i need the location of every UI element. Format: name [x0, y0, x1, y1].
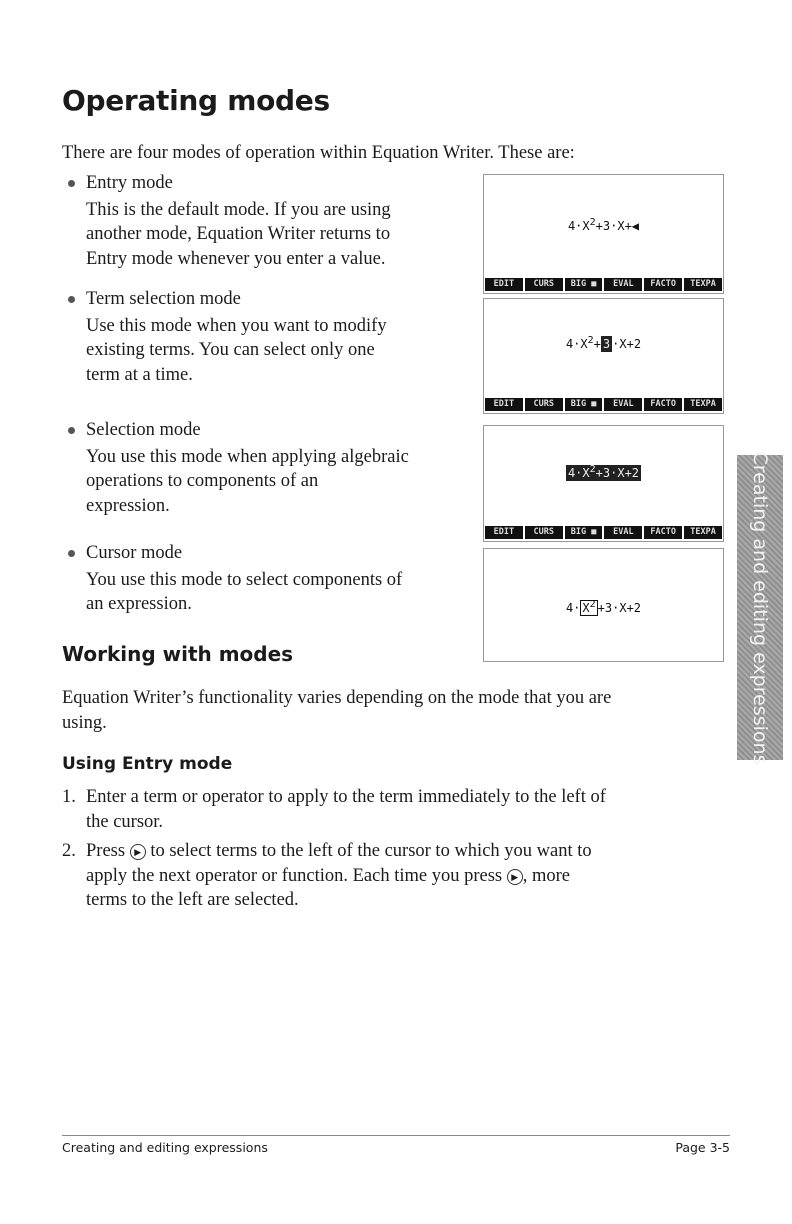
screen-term-selection-mode — [483, 298, 724, 414]
soft-menu — [485, 398, 722, 411]
soft-menu — [485, 526, 722, 539]
expression: $4\cdot X^2 +3\cdot X+2$ — [565, 599, 642, 615]
mode-desc — [86, 314, 387, 388]
step-2 — [62, 839, 592, 913]
right-arrow-key-icon: ▶ — [507, 869, 523, 885]
mode-name: Cursor mode — [86, 543, 183, 563]
menu-key: TEXPA — [684, 278, 722, 291]
side-tab-label: Creating and editing expressions — [749, 451, 771, 764]
desc-line: expression. — [86, 495, 170, 516]
text-line: Enter a term or operator to apply to the term immediately to the left of — [86, 787, 606, 807]
desc-line: operations to components of an — [86, 471, 319, 491]
menu-key: EDIT — [485, 398, 523, 411]
menu-key: EDIT — [485, 526, 523, 539]
page-title: Operating modes — [62, 84, 330, 117]
text-line: Equation Writer’s functionality varies depending on the mode that you are — [62, 688, 612, 708]
desc-line: an expression. — [86, 594, 192, 614]
desc-line: You use this mode to select components of — [86, 569, 403, 590]
text-line: terms to the left are selected. — [86, 890, 299, 910]
desc-line: This is the default mode. If you are using — [86, 199, 391, 220]
menu-key: EDIT — [485, 278, 523, 291]
desc-line: Use this mode when you want to modify — [86, 315, 387, 336]
desc-line: Entry mode whenever you enter a value. — [86, 248, 386, 269]
screen-cursor-mode — [483, 548, 724, 662]
working-text — [62, 686, 611, 735]
page-number: Page 3-5 — [675, 1140, 730, 1155]
mode-term-selection — [86, 287, 387, 387]
menu-key: CURS — [525, 278, 563, 291]
footer-section: Creating and editing expressions — [62, 1140, 268, 1155]
bullet-icon — [68, 180, 75, 187]
menu-key: FACTO — [644, 526, 682, 539]
screen-entry-mode — [483, 174, 724, 294]
mode-desc — [86, 445, 409, 519]
step-1 — [62, 785, 606, 834]
menu-key: BIG ■ — [565, 526, 603, 539]
screen-selection-mode — [483, 425, 724, 542]
mode-name: Entry mode — [86, 173, 173, 193]
menu-key: FACTO — [644, 278, 682, 291]
mode-name: Selection mode — [86, 420, 201, 440]
menu-key: EVAL — [604, 526, 642, 539]
menu-key: FACTO — [644, 398, 682, 411]
menu-key: TEXPA — [684, 398, 722, 411]
subsection-heading: Using Entry mode — [62, 754, 233, 774]
desc-line: term at a time. — [86, 364, 193, 385]
menu-key: BIG ■ — [565, 398, 603, 411]
mode-cursor — [86, 541, 402, 617]
text-line: using. — [62, 712, 107, 733]
expression: $4\cdot X^2+3\cdot X+◀$ — [567, 217, 640, 233]
bullet-icon — [68, 550, 75, 557]
desc-line: You use this mode when applying algebraic — [86, 446, 409, 467]
text-line: the cursor. — [86, 811, 164, 832]
menu-key: CURS — [525, 526, 563, 539]
soft-menu — [485, 278, 722, 291]
text-line: apply the next operator or function. Each time you press ▶ , more — [86, 865, 571, 886]
menu-key: CURS — [525, 398, 563, 411]
bullet-icon — [68, 296, 75, 303]
footer-divider — [62, 1135, 730, 1136]
mode-name: Term selection mode — [86, 289, 241, 309]
expression: $4\cdot X^2+ 3 \cdot X+2$ — [565, 335, 642, 351]
desc-line: another mode, Equation Writer returns to — [86, 224, 391, 244]
desc-line: existing terms. You can select only one — [86, 340, 375, 360]
menu-key: EVAL — [604, 398, 642, 411]
bullet-icon — [68, 427, 75, 434]
right-arrow-key-icon: ▶ — [130, 844, 146, 860]
intro-text: There are four modes of operation within Equation Writer. These are: — [62, 143, 575, 163]
mode-desc — [86, 568, 402, 617]
text-line: Press ▶ to select terms to the left of the cursor to which you want to — [86, 841, 592, 861]
section-side-tab — [737, 451, 783, 764]
expression: $4\cdot X^2+3\cdot X+2$ — [567, 464, 640, 480]
mode-entry — [86, 171, 391, 271]
menu-key: TEXPA — [684, 526, 722, 539]
step-number: 1. — [62, 787, 76, 807]
menu-key: BIG ■ — [565, 278, 603, 291]
mode-selection — [86, 418, 409, 518]
mode-desc — [86, 198, 391, 272]
menu-key: EVAL — [604, 278, 642, 291]
step-number: 2. — [62, 841, 76, 861]
section-heading: Working with modes — [62, 642, 294, 666]
